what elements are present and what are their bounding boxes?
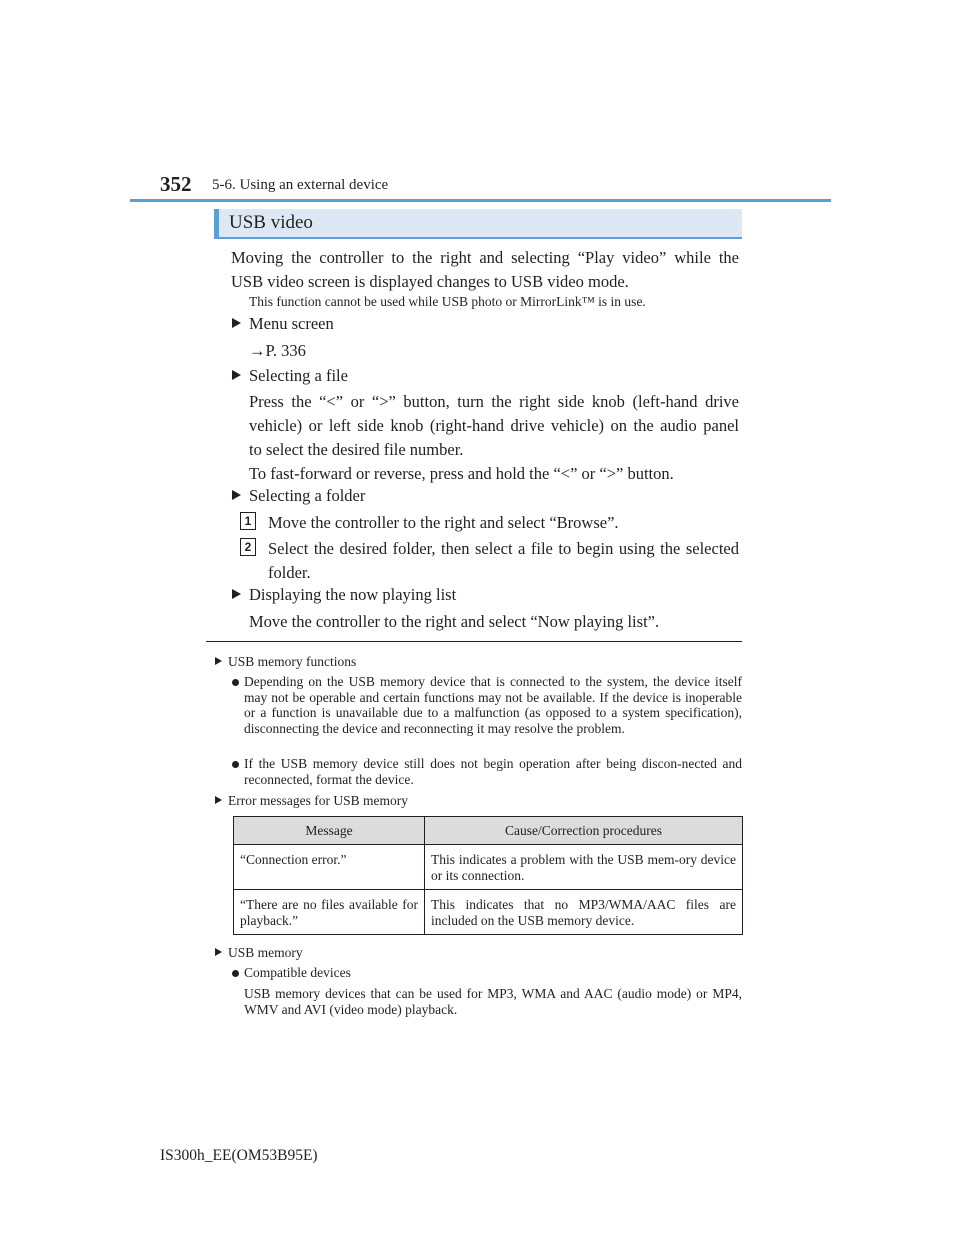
- footer-model-code: IS300h_EE(OM53B95E): [160, 1147, 318, 1164]
- selecting-file-line-4: To fast-forward or reverse, press and hold the “<” or “>” button.: [249, 464, 674, 483]
- dot-bullet-icon: [232, 970, 239, 977]
- usb-functions-item-1: Depending on the USB memory device that is connected to the system, the device itself may not be operable and certain functions may not be available. If the device is inoperable or a function is unavailable due to a malfunction (as opposed to a system specification), disconnecting the device and reconnecting it may resolve the problem.: [232, 674, 742, 736]
- square-bullet-icon: [215, 796, 222, 804]
- step-2-line-1: Select the desired folder, then select a file to begin using the selected: [268, 539, 739, 558]
- selecting-file-line-3: to select the desired file number.: [249, 440, 464, 459]
- error-messages-table: [233, 816, 743, 935]
- selecting-file-line-2: vehicle) or left side knob (right-hand drive vehicle) on the audio panel: [249, 416, 739, 435]
- section-title: USB video: [229, 212, 313, 233]
- intro-line-1: Moving the controller to the right and selecting “Play video” while the: [231, 248, 739, 267]
- selecting-folder-heading: Selecting a folder: [232, 486, 365, 506]
- table-cell-message: “Connection error.”: [234, 845, 425, 890]
- usb-functions-item-2: If the USB memory device still does not begin operation after being discon-nected and reconnected, format the device.: [232, 756, 742, 787]
- compatible-devices-text: USB memory devices that can be used for MP3, WMA and AAC (audio mode) or MP4, WMV and AVI (video mode) playback.: [244, 986, 742, 1017]
- error-messages-heading: Error messages for USB memory: [215, 793, 408, 809]
- dot-bullet-icon: [232, 761, 239, 768]
- menu-screen-ref[interactable]: →P. 336: [249, 341, 306, 360]
- table-cell-cause: This indicates a problem with the USB mem-ory device or its connection.: [425, 845, 743, 890]
- section-divider: [206, 641, 742, 642]
- menu-screen-heading: Menu screen: [232, 314, 334, 334]
- table-header-message: Message: [234, 817, 425, 845]
- usb-functions-heading: USB memory functions: [215, 654, 356, 670]
- square-bullet-icon: [215, 948, 222, 956]
- now-playing-text: Move the controller to the right and select “Now playing list”.: [249, 612, 660, 631]
- now-playing-heading: Displaying the now playing list: [232, 585, 456, 605]
- selecting-file-heading: Selecting a file: [232, 366, 348, 386]
- step-2-line-2: folder.: [268, 563, 311, 582]
- square-bullet-icon: [232, 589, 241, 599]
- usb-memory-heading: USB memory: [215, 945, 303, 961]
- table-header-cause: Cause/Correction procedures: [425, 817, 743, 845]
- intro-line-2: USB video screen is displayed changes to USB video mode.: [231, 272, 629, 291]
- table-row: [234, 890, 743, 935]
- table-header-row: [234, 817, 743, 845]
- square-bullet-icon: [232, 370, 241, 380]
- section-title-bar: [214, 209, 742, 239]
- table-cell-message: “There are no files available for playback.”: [234, 890, 425, 935]
- header-rule: [130, 199, 831, 202]
- usage-note: This function cannot be used while USB photo or MirrorLink™ is in use.: [249, 294, 646, 309]
- step-1-text: Move the controller to the right and select “Browse”.: [268, 513, 619, 532]
- step-badge-1: 1: [240, 512, 256, 530]
- chapter-title: 5-6. Using an external device: [212, 177, 389, 193]
- step-badge-2: 2: [240, 538, 256, 556]
- selecting-file-line-1: Press the “<” or “>” button, turn the right side knob (left-hand drive: [249, 392, 739, 411]
- page-number: 352: [160, 172, 192, 196]
- table-row: [234, 845, 743, 890]
- dot-bullet-icon: [232, 679, 239, 686]
- square-bullet-icon: [232, 490, 241, 500]
- table-cell-cause: This indicates that no MP3/WMA/AAC files are included on the USB memory device.: [425, 890, 743, 935]
- compatible-devices-heading: Compatible devices: [232, 965, 742, 981]
- square-bullet-icon: [215, 657, 222, 665]
- square-bullet-icon: [232, 318, 241, 328]
